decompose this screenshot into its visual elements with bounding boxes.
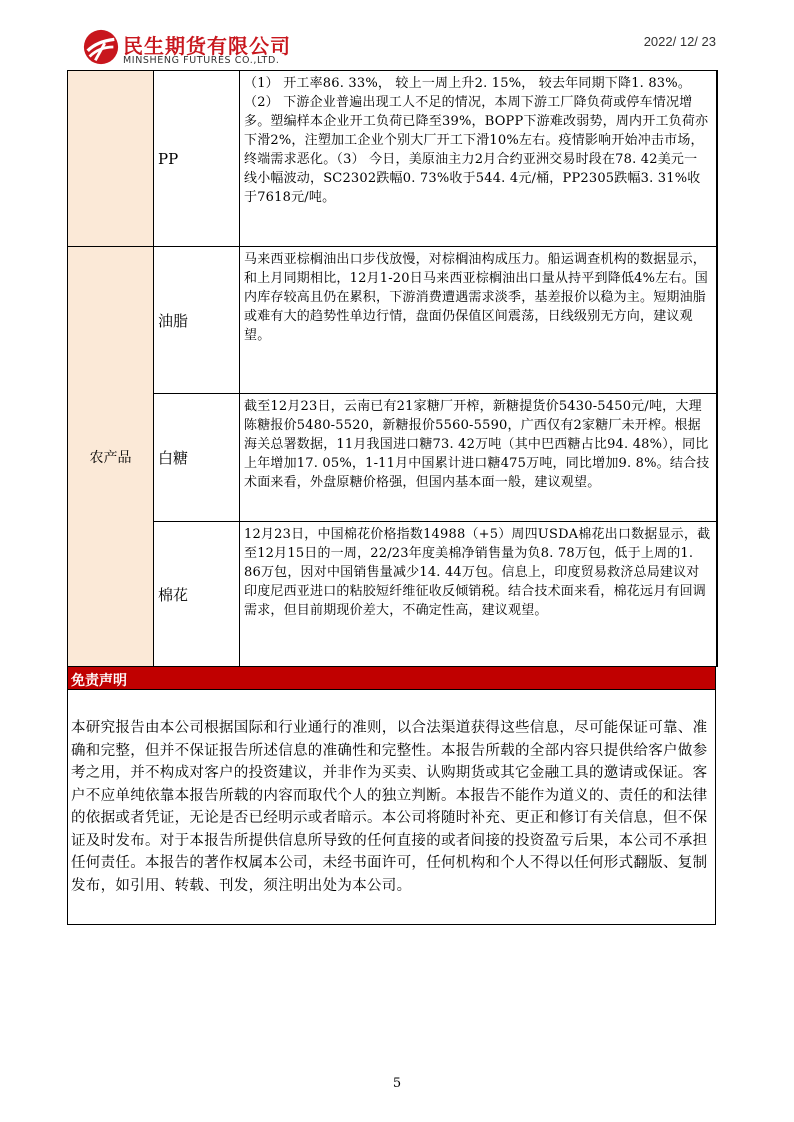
company-name-cn: 民生期货有限公司 [123, 34, 291, 58]
page-number: 5 [392, 1076, 402, 1091]
category-label: 农产品 [68, 247, 154, 667]
product-label: 棉花 [154, 522, 240, 667]
table-row [68, 71, 717, 247]
table-row [68, 394, 717, 522]
product-commentary: 截至12月23日，云南已有21家糖厂开榨，新糖提货价5430-5450元/吨，大理陈糖报价5480-5520，新糖报价5560-5590，广西仅有2家糖厂未开榨。根据海关总署数据，11月我国进口糖73. 42万吨（其中巴西糖占比94. 48%），同比上年增加17. 05%，1-11月中国累计进口糖475万吨，同比增加9. 8%。结合技术面来看，外盘原糖价格强，但国内基本面一般，建议观望。 [240, 394, 717, 522]
product-label: PP [154, 71, 240, 247]
table-row [68, 522, 717, 667]
table-row [68, 247, 717, 394]
product-commentary: 马来西亚棕榈油出口步伐放慢，对棕榈油构成压力。船运调查机构的数据显示，和上月同期相比，12月1-20日马来西亚棕榈油出口量从持平到降低4%左右。国内库存较高且仍在累积，下游消费遭遇需求淡季，基差报价以稳为主。短期油脂或难有大的趋势性单边行情，盘面仍保值区间震荡，日线级别无方向，建议观望。 [240, 247, 717, 394]
product-label: 油脂 [154, 247, 240, 394]
disclaimer-text: 本研究报告由本公司根据国际和行业通行的准则，以合法渠道获得这些信息，尽可能保证可靠、准确和完整，但并不保证报告所述信息的准确性和完整性。本报告所载的全部内容只提供给客户做参考之用，并不构成对客户的投资建议，并非作为买卖、认购期货或其它金融工具的邀请或保证。客户不应单纯依靠本报告所载的内容而取代个人的独立判断。本报告不能作为道义的、责任的和法律的依据或者凭证，无论是否已经明示或者暗示。本公司将随时补充、更正和修订有关信息，但不保证及时发布。对于本报告所提供信息所导致的任何直接的或者间接的投资盈亏后果，本公司不承担任何责任。本报告的著作权属本公司，未经书面许可，任何机构和个人不得以任何形式翻版、复制发布，如引用、转载、刊发，须注明出处为本公司。 [71, 720, 708, 894]
company-logo-icon [82, 28, 120, 66]
product-commentary: （1） 开工率86. 33%， 较上一周上升2. 15%， 较去年同期下降1. 83%。（2） 下游企业普遍出现工人不足的情况，本周下游工厂降负荷或停车情况增多。塑编样本企业开工负荷已降至39%，BOPP下游难改弱势，周内开工负荷亦下滑2%，注塑加工企业个别大厂开工下滑10%左右。疫情影响开始冲击市场，终端需求恶化。（3） 今日，美原油主力2月合约亚洲交易时段在78. 42美元一线小幅波动，SC2302跌幅0. 73%收于544. 4元/桶，PP2305跌幅3. 31%收于7618元/吨。 [240, 71, 717, 247]
disclaimer-box [67, 690, 716, 925]
report-date: 2022/ 12/ 23 [643, 34, 716, 49]
commodity-table [67, 70, 718, 667]
company-name-en: MINSHENG FUTURES CO.,LTD. [123, 55, 280, 66]
product-label: 白糖 [154, 394, 240, 522]
disclaimer-header-bar [67, 666, 716, 690]
disclaimer-title: 免责声明 [71, 673, 127, 689]
category-cell-empty [68, 71, 154, 247]
product-commentary: 12月23日，中国棉花价格指数14988（+5）周四USDA棉花出口数据显示，截至12月15日的一周，22/23年度美棉净销售量为负8. 78万包，低于上周的1. 86万包，因对中国销售量减少14. 44万包。信息上，印度贸易救济总局建议对印度尼西亚进口的粘胶短纤维征收反倾销税。结合技术面来看，棉花远月有回调需求，但目前期现价差大，不确定性高，建议观望。 [240, 522, 717, 667]
page-header [0, 0, 794, 70]
